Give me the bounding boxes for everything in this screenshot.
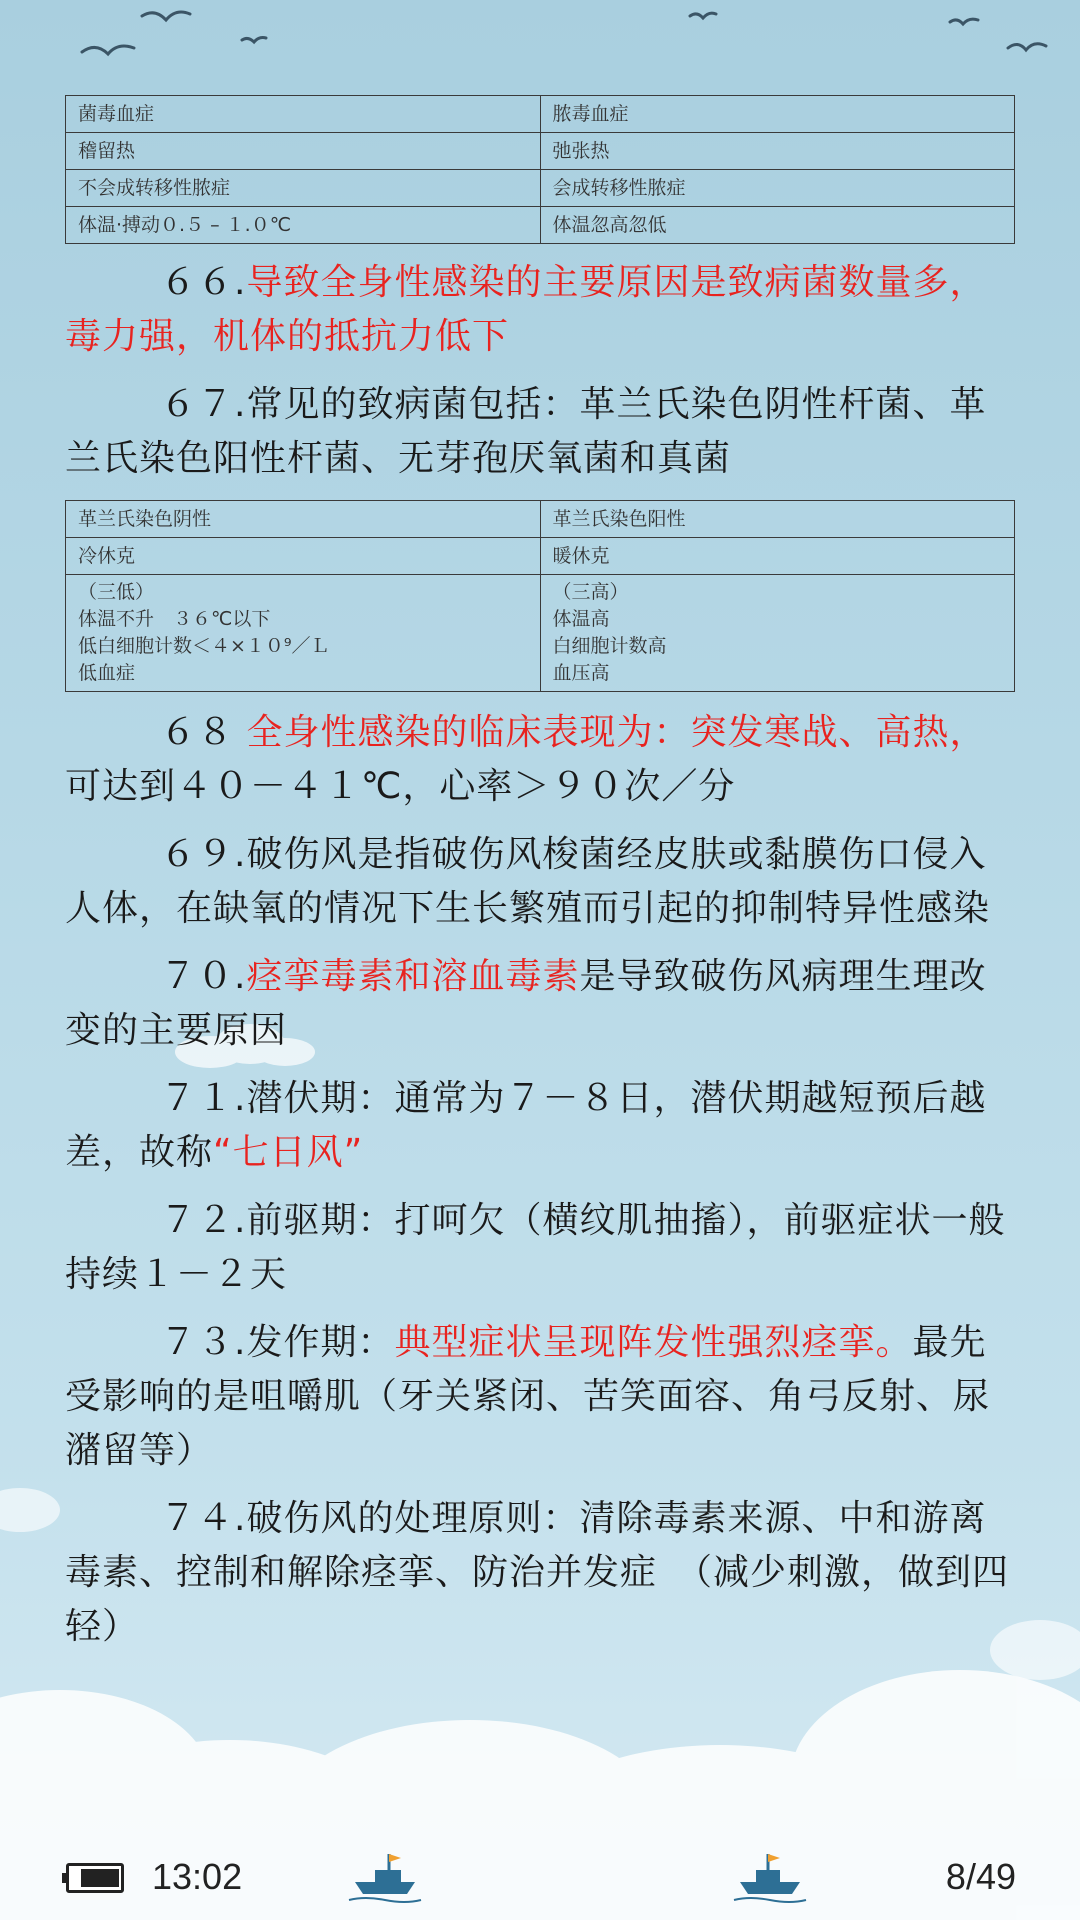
table-cell: 弛张热	[540, 133, 1015, 170]
table-cell: 稽留热	[66, 133, 541, 170]
cell-line: 白细胞计数高	[552, 635, 667, 657]
table-cell: 体温忽高忽低	[540, 207, 1015, 244]
boat-icon	[730, 1846, 810, 1906]
paragraph-text: ７１.潜伏期：通常为７－８日，潜伏期越短预后越差，故称	[65, 1078, 987, 1173]
table-cell: 会成转移性脓症	[540, 170, 1015, 207]
birds-decoration	[0, 0, 1080, 80]
table-row	[66, 575, 1015, 692]
paragraph-text: ７４.破伤风的处理原则：清除毒素来源、中和游离毒素、控制和解除痉挛、防治并发症 （减少刺激，做到四轻）	[65, 1498, 1010, 1647]
cell-line: 体温不升 ３６℃以下	[78, 608, 271, 630]
gram-stain-shock-table	[65, 500, 1015, 692]
highlight-text: 导致全身性感染的主要原因是致病菌数量多，毒力强，机体的抵抗力低下	[65, 262, 987, 357]
cell-line: 体温高	[552, 608, 610, 630]
table-cell: 革兰氏染色阴性	[66, 501, 541, 538]
paragraph-74	[65, 1492, 1015, 1654]
table-cell	[66, 575, 541, 692]
reader-status-bar	[0, 1838, 1080, 1918]
item-number: ６８	[160, 712, 235, 753]
table-cell: 革兰氏染色阳性	[540, 501, 1015, 538]
highlight-text: 全身性感染的临床表现为：突发寒战、高热，	[246, 712, 987, 753]
table-cell: 冷休克	[66, 538, 541, 575]
highlight-text: 典型症状呈现阵发性强烈痉挛。	[394, 1322, 913, 1363]
page-indicator: 8/49	[945, 1856, 1016, 1897]
septicemia-comparison-table	[65, 95, 1015, 244]
paragraph-67	[65, 378, 1015, 486]
paragraph-text: 可达到４０－４１℃，心率＞９０次／分	[65, 766, 736, 807]
paragraph-69	[65, 828, 1015, 936]
paragraph-text: ７３.发作期：	[160, 1322, 395, 1363]
table-cell: 脓毒血症	[540, 96, 1015, 133]
paragraph-66	[65, 256, 1015, 364]
paragraph-70	[65, 950, 1015, 1058]
highlight-text: 痉挛毒素和溶血毒素	[246, 956, 580, 997]
table-cell: 不会成转移性脓症	[66, 170, 541, 207]
cell-line: 低血症	[78, 662, 136, 684]
table-row	[66, 96, 1015, 133]
paragraph-71	[65, 1072, 1015, 1180]
article-content	[65, 95, 1015, 1668]
table-row	[66, 133, 1015, 170]
highlight-text: “七日风”	[213, 1132, 364, 1173]
table-row	[66, 538, 1015, 575]
cell-line: 血压高	[552, 662, 610, 684]
table-cell: 暖休克	[540, 538, 1015, 575]
table-cell: 体温·搏动０.５ – １.０℃	[66, 207, 541, 244]
table-row	[66, 207, 1015, 244]
paragraph-text: ６９.破伤风是指破伤风梭菌经皮肤或黏膜伤口侵入人体，在缺氧的情况下生长繁殖而引起的抑制特异性感染	[65, 834, 991, 929]
paragraph-72	[65, 1194, 1015, 1302]
table-row	[66, 501, 1015, 538]
table-cell: 菌毒血症	[66, 96, 541, 133]
paragraph-text: 最先受影响的是咀嚼肌（牙关紧闭、苦笑面容、角弓反射、尿潴留等）	[65, 1322, 991, 1471]
battery-icon	[66, 1863, 124, 1893]
paragraph-68	[65, 706, 1015, 814]
paragraph-text: ７２.前驱期：打呵欠（横纹肌抽搐），前驱症状一般持续１－２天	[65, 1200, 1006, 1295]
table-row	[66, 170, 1015, 207]
item-number: ７０.	[160, 956, 247, 997]
cell-line: 低白细胞计数＜４×１０⁹／Ｌ	[78, 635, 330, 657]
table-cell	[540, 575, 1015, 692]
paragraph-text: 是导致破伤风病理生理改变的主要原因	[65, 956, 987, 1051]
boat-icon	[345, 1846, 425, 1906]
paragraph-text: ６７.常见的致病菌包括：革兰氏染色阴性杆菌、革兰氏染色阳性杆菌、无芽孢厌氧菌和真菌	[65, 384, 987, 479]
item-number: ６６.	[160, 262, 247, 303]
cell-line: （三高）	[552, 581, 629, 603]
clock-time: 13:02	[152, 1856, 243, 1897]
cell-line: （三低）	[78, 581, 155, 603]
paragraph-73	[65, 1316, 1015, 1478]
